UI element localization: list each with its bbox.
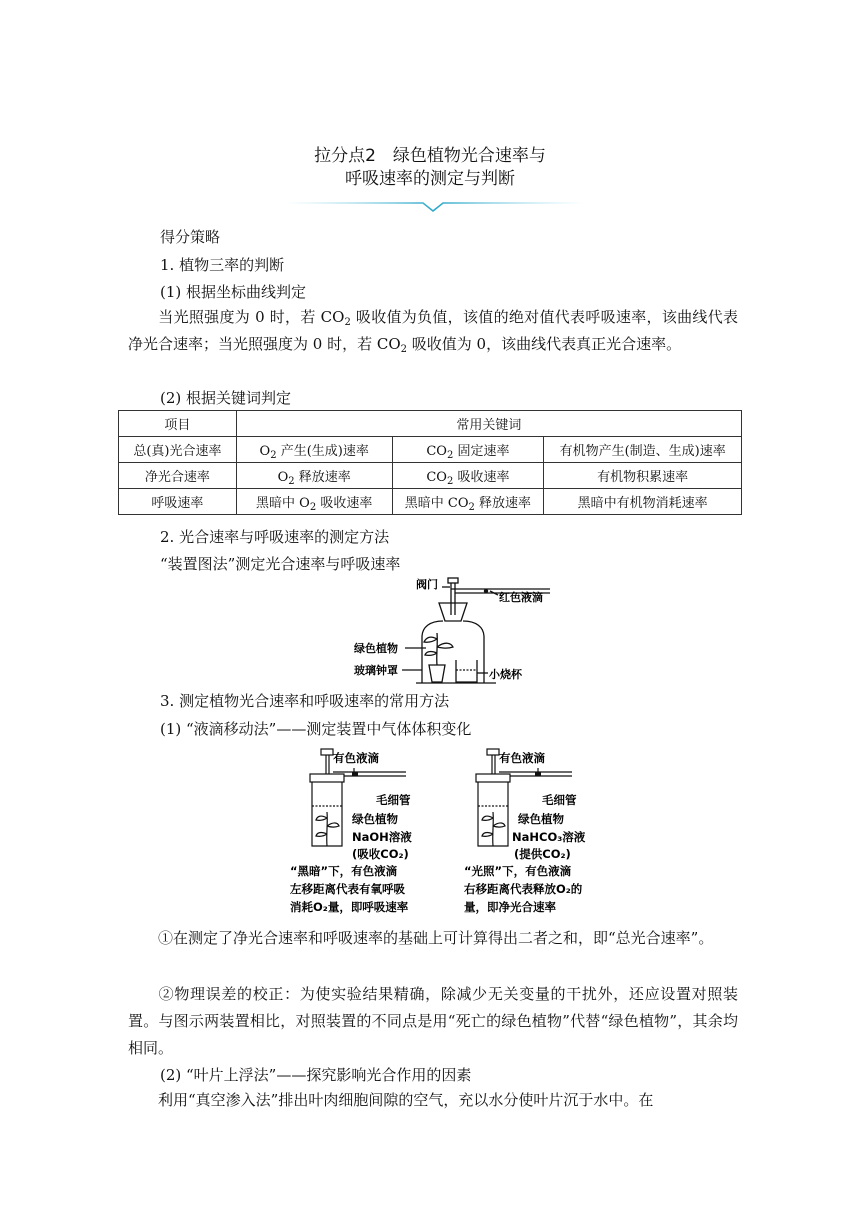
label-bell-jar: 玻璃钟罩 <box>354 664 398 677</box>
row-label: 呼吸速率 <box>119 489 237 515</box>
heading-1-2: (2) 根据关键词判定 <box>160 389 292 407</box>
paragraph-1 <box>128 304 738 358</box>
cell-organic: 有机物积累速率 <box>544 463 742 489</box>
cell-co2: 黑暗中 $CO_2$ 释放速率 <box>392 489 544 515</box>
cell-organic: 黑暗中有机物消耗速率 <box>544 489 742 515</box>
left-caption-2: 左移距离代表有氧呼吸 <box>290 882 405 896</box>
keyword-table <box>118 410 742 515</box>
table-header-row <box>119 411 742 437</box>
p1-text-c: 吸收值为 0，该曲线代表真正光合速率。 <box>407 335 682 353</box>
right-label-solution: NaHCO₃溶液 <box>512 830 586 844</box>
right-label-drop: 有色液滴 <box>499 751 545 765</box>
label-red-drop: 红色液滴 <box>499 591 543 604</box>
left-label-plant: 绿色植物 <box>352 812 398 826</box>
right-label-note: (提供CO₂) <box>514 847 571 861</box>
label-beaker: 小烧杯 <box>489 668 522 681</box>
right-caption-3: 量，即净光合速率 <box>464 900 556 914</box>
p1-sub-b: 2 <box>400 344 407 355</box>
row-label: 总(真)光合速率 <box>119 437 237 463</box>
cell-o2: $O_2$ 释放速率 <box>236 463 392 489</box>
title-underline <box>285 200 585 216</box>
right-caption-2: 右移距离代表释放O₂的 <box>464 882 583 896</box>
header-item: 项目 <box>119 411 237 437</box>
page-title-line2: 呼吸速率的测定与判断 <box>345 169 515 189</box>
page-title-line1: 拉分点2 绿色植物光合速率与 <box>314 146 546 166</box>
droplet-method-figure <box>290 744 630 918</box>
left-label-note: (吸收CO₂) <box>352 847 409 861</box>
row-label: 净光合速率 <box>119 463 237 489</box>
left-caption-3: 消耗O₂量，即呼吸速率 <box>290 900 409 914</box>
table-row <box>119 437 742 463</box>
paragraph-4 <box>128 1087 738 1114</box>
heading-3-2: (2) “叶片上浮法”——探究影响光合作用的因素 <box>160 1066 472 1084</box>
table-row <box>119 489 742 515</box>
cell-co2: $CO_2$ 固定速率 <box>392 437 544 463</box>
heading-1-1: (1) 根据坐标曲线判定 <box>160 283 307 301</box>
label-valve: 阀门 <box>416 578 438 591</box>
cell-organic: 有机物产生(制造、生成)速率 <box>544 437 742 463</box>
p3-text: ②物理误差的校正：为使实验结果精确，除减少无关变量的干扰外，还应设置对照装置。与图示两装置相比，对照装置的不同点是用“死亡的绿色植物”代替“绿色植物”，其余均相同。 <box>128 985 738 1057</box>
p1-text-a: 当光照强度为 0 时，若 CO <box>158 308 345 326</box>
left-caption-1: “黑暗”下，有色液滴 <box>290 864 398 878</box>
left-label-solution: NaOH溶液 <box>352 830 412 844</box>
section-strategy: 得分策略 <box>160 228 221 246</box>
right-label-capillary: 毛细管 <box>542 793 577 807</box>
paragraph-3 <box>128 981 738 1062</box>
p4-text: 利用“真空渗入法”排出叶肉细胞间隙的空气，充以水分使叶片沉于水中。在 <box>158 1091 654 1109</box>
heading-3: 3. 测定植物光合速率和呼吸速率的常用方法 <box>160 692 450 710</box>
header-keywords: 常用关键词 <box>236 411 741 437</box>
heading-2-sub: “装置图法”测定光合速率与呼吸速率 <box>160 555 401 573</box>
p1-text-b: 吸收值为负值，该值的绝对值代表呼吸速率，该曲线代表净光合速率；当光照强度为 0 时，若 CO <box>128 308 738 353</box>
right-label-plant: 绿色植物 <box>518 812 564 826</box>
label-green-plant: 绿色植物 <box>354 642 398 655</box>
heading-1: 1. 植物三率的判断 <box>160 256 285 274</box>
table-row <box>119 463 742 489</box>
heading-2: 2. 光合速率与呼吸速率的测定方法 <box>160 528 390 546</box>
p2-text: ①在测定了净光合速率和呼吸速率的基础上可计算得出二者之和，即“总光合速率”。 <box>158 929 714 947</box>
cell-o2: 黑暗中 $O_2$ 吸收速率 <box>236 489 392 515</box>
heading-3-1: (1) “液滴移动法”——测定装置中气体体积变化 <box>160 720 472 738</box>
right-caption-1: “光照”下，有色液滴 <box>464 864 572 878</box>
cell-co2: $CO_2$ 吸收速率 <box>392 463 544 489</box>
left-label-drop: 有色液滴 <box>333 751 379 765</box>
cell-o2: $O_2$ 产生(生成)速率 <box>236 437 392 463</box>
bell-jar-figure <box>350 575 550 687</box>
paragraph-2 <box>128 925 738 952</box>
left-label-capillary: 毛细管 <box>376 793 411 807</box>
p1-sub-a: 2 <box>344 317 351 328</box>
